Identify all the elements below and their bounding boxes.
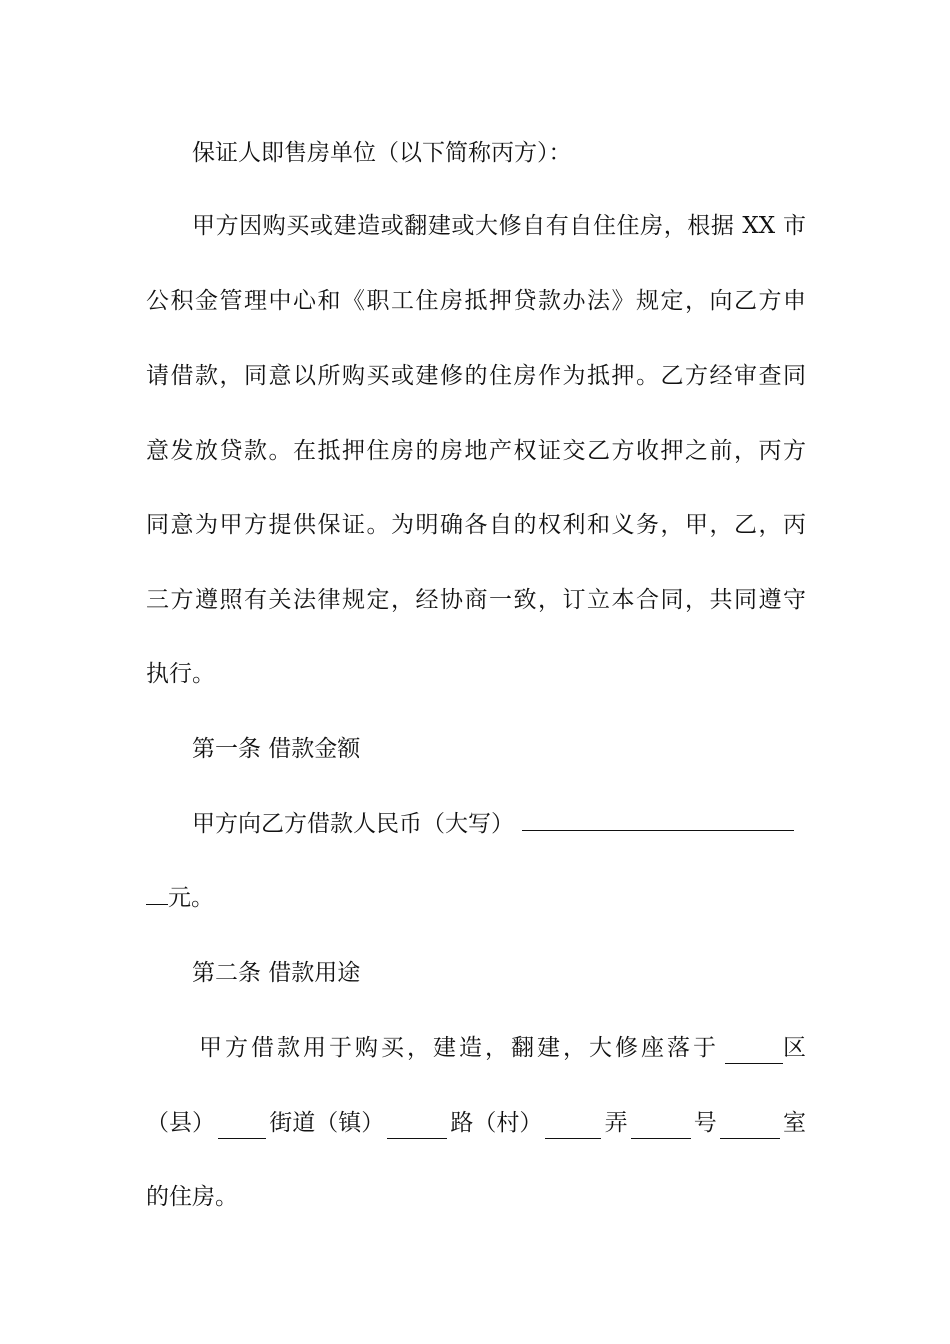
article-2-line-1 [199,1032,806,1064]
district-blank [725,1041,783,1064]
road-blank [387,1116,447,1139]
number-blank [631,1116,691,1139]
preamble-line-7: 执行。 [146,661,215,687]
preamble-line-6: 三方遵照有关法律规定，经协商一致，订立本合同，共同遵守 [146,587,806,613]
lane-label: 弄 [604,1110,628,1136]
street-blank [218,1116,266,1139]
room-label: 室 [782,1110,806,1136]
article-1-yuan: 元。 [168,885,214,911]
street-label: 街道（镇） [269,1110,385,1136]
amount-blank-cont [146,882,168,905]
lane-blank [545,1116,601,1139]
amount-blank [522,808,794,831]
preamble-line-2: 公积金管理中心和《职工住房抵押贷款办法》规定，向乙方申 [146,288,806,314]
preamble-line-1: 甲方因购买或建造或翻建或大修自有自住住房，根据 XX 市 [192,213,806,239]
article-2-line-2 [146,1107,806,1139]
preamble-line-4: 意发放贷款。在抵押住房的房地产权证交乙方收押之前，丙方 [146,438,806,464]
article-1-amount-label: 甲方向乙方借款人民币（大写） [192,811,514,837]
preamble-line-3: 请借款，同意以所购买或建修的住房作为抵押。乙方经审查同 [146,363,806,389]
county-label: （县） [146,1110,215,1136]
article-1-amount-line-2 [146,882,806,914]
article-2-district: 区 [783,1035,806,1061]
preamble-line-5: 同意为甲方提供保证。为明确各自的权利和义务，甲，乙，丙 [146,512,806,538]
article-2-line-3: 的住房。 [146,1184,238,1210]
guarantor-line: 保证人即售房单位（以下简称丙方）： [192,140,572,166]
road-label: 路（村） [450,1110,543,1136]
article-1-amount-line [192,808,806,840]
article-2-heading: 第二条 借款用途 [192,960,361,986]
room-blank [720,1116,780,1139]
article-2-purpose: 甲方借款用于购买，建造，翻建，大修座落于 [199,1035,719,1061]
number-label: 号 [693,1110,717,1136]
article-1-heading: 第一条 借款金额 [192,736,361,762]
